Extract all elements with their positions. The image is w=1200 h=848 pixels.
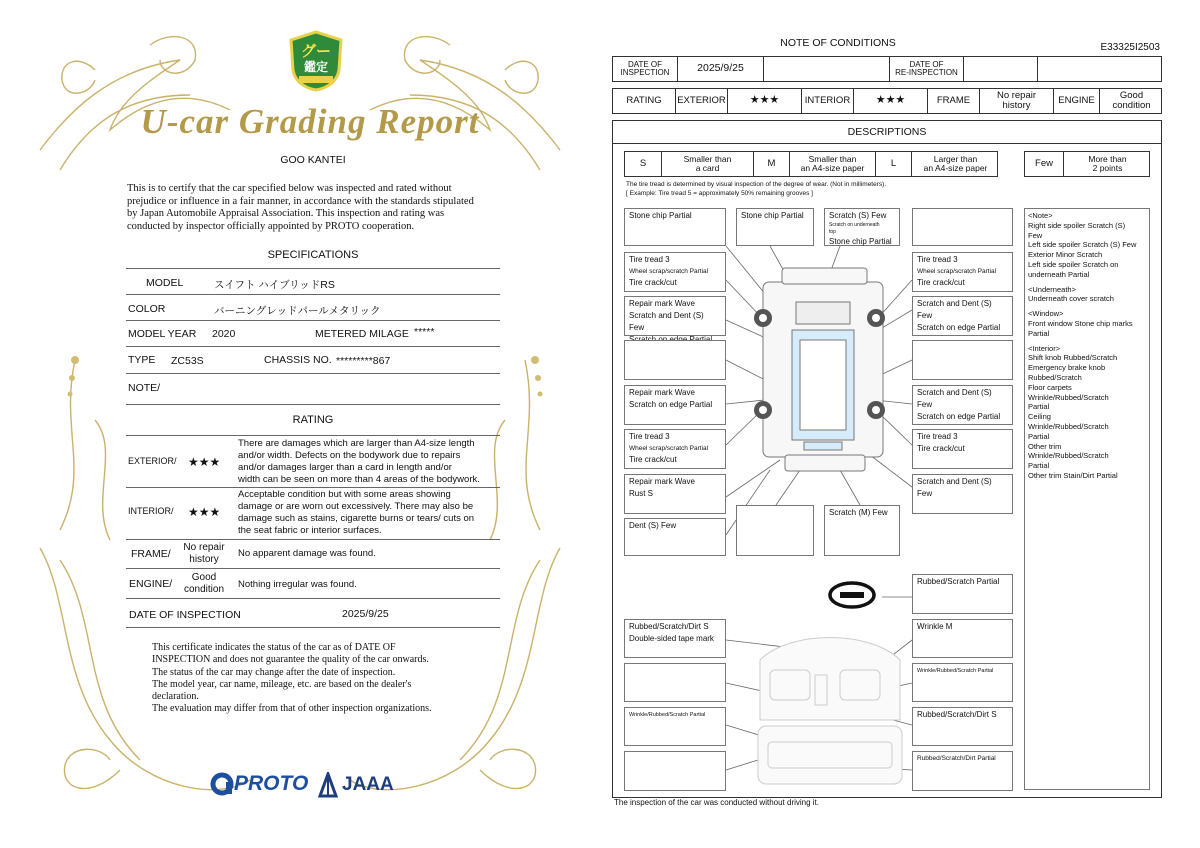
date-of-inspection-value: 2025/9/25 xyxy=(342,608,389,620)
box-line: Tire crack/cut xyxy=(629,455,677,464)
frame-description: No apparent damage was found. xyxy=(238,548,376,559)
exterior-description xyxy=(238,438,502,486)
exterior-stars: ★★★ xyxy=(727,89,801,113)
milage-value: ***** xyxy=(414,326,435,338)
label-line: DATE OF xyxy=(627,59,663,69)
goo-kantei-badge xyxy=(287,30,345,92)
box-line: Repair mark Wave xyxy=(629,299,695,308)
box-line: Scratch on edge Partial xyxy=(629,400,713,409)
legend-key-few: Few xyxy=(1035,158,1053,170)
type-label: TYPE xyxy=(128,354,156,366)
box-line: Tire crack/cut xyxy=(629,278,677,287)
box-line: Tire tread 3 xyxy=(629,432,670,441)
legend-line: Smaller than xyxy=(808,154,857,165)
legend-line: More than xyxy=(1088,154,1127,165)
tread-note-line: [ Example: Tire tread 5 = approximately 50% remaining grooves ] xyxy=(626,190,813,197)
box-line-small: Scratch on underneath xyxy=(829,222,880,228)
box-line: Dent (S) Few xyxy=(629,521,677,530)
frame-label: FRAME xyxy=(927,89,979,113)
box-line: Scratch and Dent (S) Few xyxy=(629,311,704,332)
desc-line: the seat fabric or interior surfaces. xyxy=(238,525,382,536)
exterior-stars: ★★★ xyxy=(188,455,221,469)
rating-heading: RATING xyxy=(292,414,334,426)
certify-line: by Japan Automobile Appraisal Association. This inspection and rating was xyxy=(127,208,445,219)
footer-line: This certificate indicates the status of the car as of DATE OF xyxy=(152,642,396,653)
document-code: E33325I2503 xyxy=(1100,42,1160,53)
condition-box xyxy=(624,252,726,292)
frame-label: FRAME/ xyxy=(131,548,171,560)
desc-line: and/or damages larger than a card in length and/or xyxy=(238,462,452,473)
label-line: RE-INSPECTION xyxy=(895,68,958,77)
certify-line: prejudice or influence in a fair manner, in accordance with the standards stipulated xyxy=(127,195,474,207)
tread-note-line: The tire tread is determined by visual inspection of the degree of wear. (Not in millimeters). xyxy=(626,181,887,188)
frame-value xyxy=(176,542,232,566)
note-line: Floor carpets xyxy=(1028,382,1072,392)
exterior-label: EXTERIOR/ xyxy=(128,456,177,466)
certify-line: conducted by inspector officially appointed by PROTO cooperation. xyxy=(127,220,415,232)
box-line: Tire tread 3 xyxy=(917,255,958,264)
engine-value-line: condition xyxy=(183,584,225,595)
condition-box xyxy=(824,208,900,246)
label-line: DATE OF xyxy=(909,59,944,69)
box-line-small: Wheel scrap/scratch Partial xyxy=(629,445,709,452)
box-line: Repair mark Wave xyxy=(629,477,695,486)
box-line-small: Wheel scrap/scratch Partial xyxy=(629,268,709,275)
steering-wheel-icon xyxy=(830,583,874,607)
box-line: Stone chip Partial xyxy=(829,237,892,246)
jaaa-mark-icon xyxy=(318,772,338,798)
condition-box xyxy=(912,707,1013,746)
notes-panel xyxy=(1024,208,1150,790)
box-line: Scratch (S) Few xyxy=(829,211,887,220)
note-line: Underneath cover scratch xyxy=(1028,294,1114,304)
spec-row-model xyxy=(126,268,500,295)
interior-stars: ★★★ xyxy=(188,505,221,519)
condition-box xyxy=(624,663,726,702)
condition-box xyxy=(912,296,1013,336)
footer-line: The evaluation may differ from that of other inspection organizations. xyxy=(152,703,432,715)
rating-row-frame xyxy=(126,540,500,569)
engine-value-line: Good xyxy=(191,572,217,583)
interior-description xyxy=(238,489,502,537)
spec-row-note xyxy=(126,374,500,405)
condition-box xyxy=(624,429,726,469)
certificate-footer xyxy=(152,642,482,716)
box-line: Rubbed/Scratch/Dirt S xyxy=(917,710,997,719)
condition-box xyxy=(912,574,1013,614)
box-line: Scratch on edge Partial xyxy=(917,323,1001,332)
note-line: Wrinkle/Rubbed/Scratch xyxy=(1028,451,1109,461)
condition-box xyxy=(912,340,1013,380)
desc-line: width can be seen on more than 4 areas of the bodywork. xyxy=(238,474,480,485)
rating-row-exterior xyxy=(126,435,500,488)
box-line: Stone chip Partial xyxy=(741,211,804,220)
value-line: history xyxy=(1002,100,1031,111)
box-line: Repair mark Wave xyxy=(629,388,695,397)
note-line: Front window Stone chip marks xyxy=(1028,318,1133,328)
note-line: Wrinkle/Rubbed/Scratch xyxy=(1028,392,1109,402)
box-line: Scratch (M) Few xyxy=(829,508,888,517)
note-line: Right side spoiler Scratch (S) xyxy=(1028,220,1126,230)
note-line: <Note> xyxy=(1028,211,1053,220)
note-line: Other trim Stain/Dirt Partial xyxy=(1028,470,1118,480)
box-line: Scratch and Dent (S) Few xyxy=(917,388,992,409)
box-line-small: Wheel scrap/scratch Partial xyxy=(917,268,997,275)
engine-label: ENGINE/ xyxy=(129,578,173,590)
model-year-label: MODEL YEAR xyxy=(128,328,197,340)
note-line: <Window> xyxy=(1028,309,1064,319)
legend-key-s: S xyxy=(639,158,647,170)
footer-line: declaration. xyxy=(152,691,199,703)
legend-key-l: L xyxy=(875,152,911,176)
conditions-title: NOTE OF CONDITIONS xyxy=(780,37,896,49)
descriptions-heading: DESCRIPTIONS xyxy=(612,120,1162,144)
box-line-small: Wrinkle/Rubbed/Scratch Partial xyxy=(629,712,706,718)
engine-value xyxy=(176,572,232,596)
frame-value-line: No repair xyxy=(183,542,225,553)
note-line: Left side spoiler Scratch on xyxy=(1028,259,1119,269)
model-label: MODEL xyxy=(146,277,184,289)
condition-box xyxy=(912,751,1013,791)
legend-line: Larger than xyxy=(933,154,978,165)
date-insp-value: 2025/9/25 xyxy=(677,57,763,81)
note-line: Rubbed/Scratch xyxy=(1028,372,1082,382)
condition-box xyxy=(912,474,1013,514)
legend-line: an A4-size paper xyxy=(923,163,988,173)
condition-box xyxy=(624,208,726,246)
legend-line: a card xyxy=(695,163,720,173)
jaaa-logo xyxy=(318,770,398,798)
model-year-value: 2020 xyxy=(212,328,236,340)
exterior-label: EXTERIOR xyxy=(675,89,727,113)
proto-logo xyxy=(210,770,320,798)
legend-line: Smaller than xyxy=(683,154,732,165)
specifications-heading: SPECIFICATIONS xyxy=(267,249,359,261)
box-line: Rust S xyxy=(629,489,654,498)
note-of-conditions xyxy=(600,0,1200,848)
condition-box xyxy=(912,208,1013,246)
color-value: バーニングレッドパールメタリック xyxy=(214,305,381,317)
color-label: COLOR xyxy=(128,303,166,315)
note-line: Ceiling xyxy=(1028,412,1051,422)
note-line: Few xyxy=(1028,230,1043,240)
note-line: Left side spoiler Scratch (S) Few xyxy=(1028,240,1137,250)
chassis-value: *********867 xyxy=(336,355,391,367)
condition-box xyxy=(824,505,900,556)
note-line: Partial xyxy=(1028,431,1050,441)
desc-line: Acceptable condition but with some areas showing xyxy=(238,489,451,500)
note-line: Exterior Minor Scratch xyxy=(1028,250,1103,260)
condition-box xyxy=(624,518,726,556)
rating-label: RATING xyxy=(626,95,662,107)
condition-box xyxy=(624,474,726,514)
condition-box xyxy=(624,385,726,425)
proto-mark-icon xyxy=(210,772,234,796)
notes-list xyxy=(1028,211,1146,481)
note-line: Emergency brake knob xyxy=(1028,363,1106,373)
rating-row-interior xyxy=(126,488,500,540)
box-line-small: Rubbed/Scratch/Dirt Partial xyxy=(917,755,996,762)
value-line: condition xyxy=(1112,100,1151,111)
note-line: Partial xyxy=(1028,402,1050,412)
box-line: Tire tread 3 xyxy=(917,432,958,441)
condition-box xyxy=(624,751,726,791)
note-line: <Underneath> xyxy=(1028,284,1076,294)
engine-description: Nothing irregular was found. xyxy=(238,579,357,590)
desc-line: damage such as stains, cigarette burns or tears/ cuts on xyxy=(238,513,475,524)
chassis-label: CHASSIS NO. xyxy=(264,354,332,366)
condition-box xyxy=(912,619,1013,658)
spec-row-color xyxy=(126,295,500,321)
box-line: Wrinkle M xyxy=(917,622,953,631)
box-line: Tire crack/cut xyxy=(917,278,965,287)
desc-line: damage or are worn out excessively. There may also be xyxy=(238,501,474,512)
box-line-small: Wrinkle/Rubbed/Scratch Partial xyxy=(917,668,994,674)
condition-box xyxy=(624,296,726,336)
label-line: INSPECTION xyxy=(620,68,670,77)
box-line: Double-sided tape mark xyxy=(629,634,714,643)
certification-text xyxy=(127,183,507,233)
condition-box xyxy=(736,505,814,556)
interior-label: INTERIOR/ xyxy=(128,506,174,516)
type-value: ZC53S xyxy=(171,355,204,367)
legend-key-m: M xyxy=(753,152,789,176)
box-line: Tire crack/cut xyxy=(917,444,965,453)
condition-box xyxy=(736,208,814,246)
engine-label: ENGINE xyxy=(1053,89,1099,113)
box-line-small: top xyxy=(829,229,836,235)
condition-box xyxy=(912,385,1013,425)
footer-line: The status of the car may change after the date of inspection. xyxy=(152,666,396,678)
note-line: Shift knob Rubbed/Scratch xyxy=(1028,353,1118,363)
note-line: Wrinkle/Rubbed/Scratch xyxy=(1028,421,1109,431)
value-line: No repair xyxy=(996,90,1037,102)
model-value: スイフト ハイブリッドRS xyxy=(214,279,335,291)
jaaa-logo-text: JAAA xyxy=(342,774,394,795)
value-line: Good xyxy=(1119,90,1144,102)
footer-line: INSPECTION and does not guarantee the quality of the car onwards. xyxy=(152,654,429,666)
box-line: Tire tread 3 xyxy=(629,255,670,264)
box-line: Scratch and Dent (S) Few xyxy=(917,299,992,320)
box-line: Stone chip Partial xyxy=(629,211,692,220)
condition-box xyxy=(624,707,726,746)
milage-label: METERED MILAGE xyxy=(315,328,409,340)
note-line: <Interior> xyxy=(1028,343,1061,353)
interior-stars: ★★★ xyxy=(853,89,927,113)
legend-line: 2 points xyxy=(1092,163,1123,173)
rating-row-engine xyxy=(126,569,500,599)
condition-box xyxy=(912,429,1013,469)
desc-line: There are damages which are larger than A4-size length xyxy=(238,438,475,449)
box-line: Rubbed/Scratch/Dirt S xyxy=(629,622,709,631)
desc-line: and/or width. Defects on the bodywork due to repairs xyxy=(238,450,461,461)
box-line: Rubbed/Scratch Partial xyxy=(917,577,1000,586)
footer-line: The model year, car name, mileage, etc. are based on the dealer's xyxy=(152,678,412,690)
box-line: Scratch on edge Partial xyxy=(917,412,1001,421)
spec-row-type xyxy=(126,347,500,374)
spec-row-year xyxy=(126,321,500,347)
note-line: underneath Partial xyxy=(1028,269,1090,279)
interior-label: INTERIOR xyxy=(801,89,853,113)
note-line: Other trim xyxy=(1028,441,1062,451)
report-title: U-car Grading Report xyxy=(140,102,480,141)
condition-box xyxy=(624,619,726,658)
report-subtitle: GOO KANTEI xyxy=(280,154,346,166)
rating-row-date xyxy=(126,599,500,628)
certify-line: This is to certify that the car specified below was inspected and rated without xyxy=(127,183,452,194)
legend-line: an A4-size paper xyxy=(800,163,865,173)
note-line: Partial xyxy=(1028,461,1050,471)
note-line: Partial xyxy=(1028,328,1050,338)
proto-logo-text: PROTO xyxy=(234,772,309,795)
conditions-footer: The inspection of the car was conducted without driving it. xyxy=(614,798,819,807)
box-line: Scratch and Dent (S) Few xyxy=(917,477,992,498)
badge-top-text: グー xyxy=(300,43,331,60)
date-of-inspection-label: DATE OF INSPECTION xyxy=(129,609,241,621)
frame-value-line: history xyxy=(189,554,219,565)
condition-box xyxy=(912,663,1013,702)
note-label: NOTE/ xyxy=(128,382,161,394)
condition-box xyxy=(912,252,1013,292)
condition-box xyxy=(624,340,726,380)
badge-bottom-text: 鑑定 xyxy=(303,60,328,74)
